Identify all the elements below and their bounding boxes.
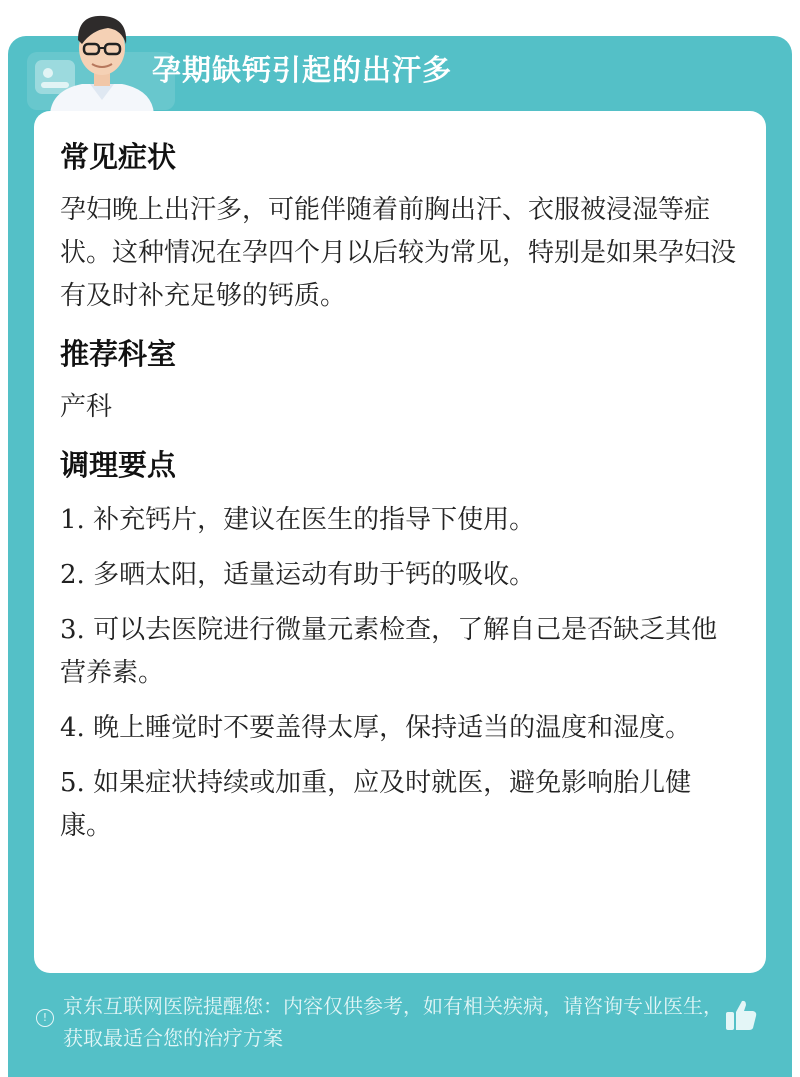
symptoms-text: 孕妇晚上出汗多，可能伴随着前胸出汗、衣服被浸湿等症状。这种情况在孕四个月以后较为常见，特别是如果孕妇没有及时补充足够的钙质。 bbox=[60, 195, 737, 311]
symptoms-heading: 常见症状 bbox=[60, 140, 177, 174]
doctor-avatar-icon bbox=[42, 4, 162, 114]
list-item: 4. 晚上睡觉时不要盖得太厚，保持适当的温度和湿度。 bbox=[60, 713, 692, 743]
footer-notice bbox=[36, 990, 776, 1060]
list-item: 3. 可以去医院进行微量元素检查，了解自己是否缺乏其他营养素。 bbox=[60, 615, 718, 688]
department-text: 产科 bbox=[60, 392, 113, 422]
department-heading: 推荐科室 bbox=[60, 337, 177, 371]
content-card bbox=[34, 111, 766, 973]
care-heading: 调理要点 bbox=[60, 448, 177, 482]
page-title: 孕期缺钙引起的出汗多 bbox=[152, 53, 453, 87]
list-item: 2. 多晒太阳，适量运动有助于钙的吸收。 bbox=[60, 560, 536, 590]
list-item: 5. 如果症状持续或加重，应及时就医，避免影响胎儿健康。 bbox=[60, 768, 692, 841]
list-item: 1. 补充钙片，建议在医生的指导下使用。 bbox=[60, 505, 536, 535]
thumbs-up-icon[interactable] bbox=[724, 998, 758, 1032]
info-icon: ! bbox=[36, 1009, 54, 1027]
care-list bbox=[60, 499, 740, 848]
footer-notice-text: 京东互联网医院提醒您：内容仅供参考，如有相关疾病，请咨询专业医生，获取最适合您的治疗方案 bbox=[63, 994, 723, 1050]
